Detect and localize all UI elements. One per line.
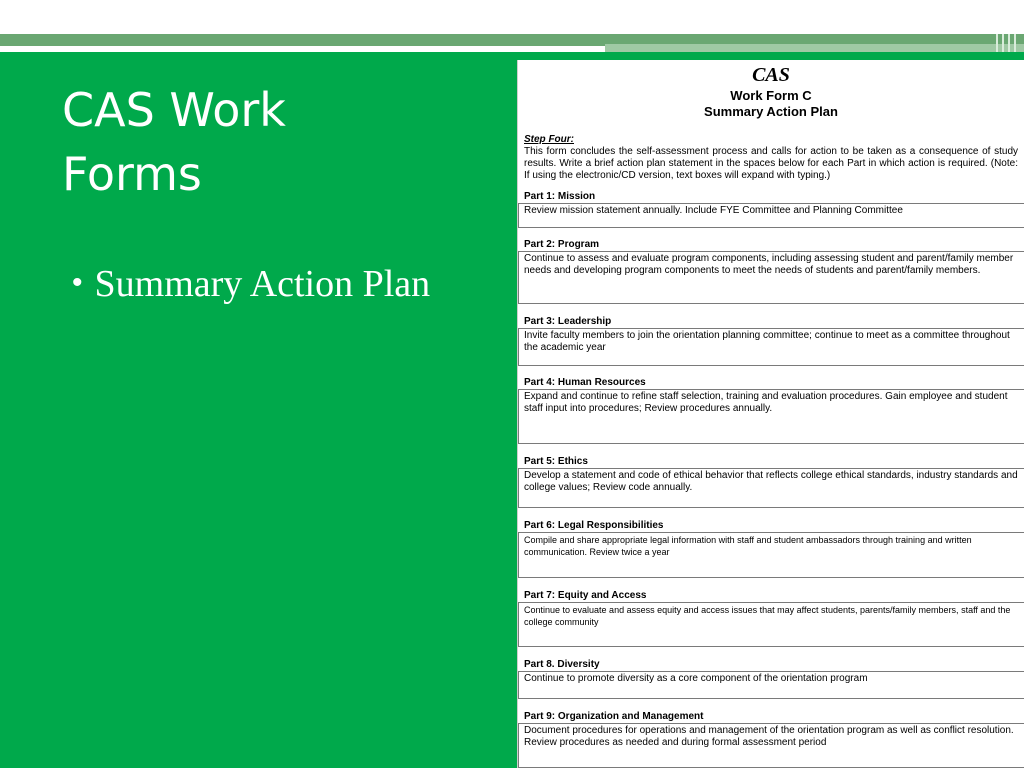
bullet-item [72,258,430,309]
step-title: Step Four: [524,134,574,145]
form-header [518,64,1024,120]
step-body: This form concludes the self-assessment process and calls for action to be taken as a consequence of study results. Write a brief action plan statement in the spaces below for each Part in which action is required. (Note: If using the electronic/CD version, text boxes will expand with typing.) [524,146,1018,181]
part-text-box[interactable]: Continue to promote diversity as a core component of the orientation program [518,671,1024,699]
part-7 [518,590,1024,647]
part-text-box[interactable]: Develop a statement and code of ethical behavior that reflects college ethical standards, industry standards and college values; Review code annually. [518,468,1024,508]
slide-title [62,78,482,206]
part-9 [518,711,1024,768]
part-5 [518,456,1024,508]
slide-title-line2: Forms [62,147,202,201]
part-8 [518,659,1024,699]
form-work-form: Work Form C [730,88,812,103]
bullet-text: Summary Action Plan [94,263,431,305]
part-text-box[interactable]: Continue to evaluate and assess equity and access issues that may affect students, parents/family members, staff and the college community [518,602,1024,647]
part-text-box[interactable]: Document procedures for operations and management of the orientation program as well as conflict resolution. Review procedures as needed and during formal assessment period [518,723,1024,768]
part-label: Part 6: Legal Responsibilities [524,520,664,531]
part-label: Part 3: Leadership [524,316,612,327]
slide-title-line1: CAS Work [62,83,286,137]
top-margin [0,0,1024,34]
part-2 [518,239,1024,304]
part-text-box[interactable]: Expand and continue to refine staff selection, training and evaluation procedures. Gain employee and student staff input into procedures; Review procedures annually. [518,389,1024,444]
part-label: Part 7: Equity and Access [524,590,647,601]
form-summary-title: Summary Action Plan [704,104,838,119]
part-text-box[interactable]: Compile and share appropriate legal information with staff and student ambassadors through training and written communication. Review twice a year [518,532,1024,578]
part-label: Part 8. Diversity [524,659,600,670]
part-label: Part 9: Organization and Management [524,711,704,722]
bullet-list [72,258,430,309]
bullet-dot-icon: • [72,266,83,299]
part-text-box[interactable]: Continue to assess and evaluate program components, including assessing student and parent/family member needs and developing program components to meet the needs of students and parent/family members. [518,251,1024,304]
part-1 [518,191,1024,228]
part-text-box[interactable]: Invite faculty members to join the orientation planning committee; continue to meet as a committee throughout the academic year [518,328,1024,366]
part-label: Part 4: Human Resources [524,377,646,388]
part-6 [518,520,1024,578]
part-text-box[interactable]: Review mission statement annually. Include FYE Committee and Planning Committee [518,203,1024,228]
part-label: Part 5: Ethics [524,456,588,467]
work-form-document [517,60,1024,768]
part-3 [518,316,1024,366]
part-4 [518,377,1024,444]
part-label: Part 2: Program [524,239,600,250]
form-cas-title: CAS [752,64,790,86]
part-label: Part 1: Mission [524,191,596,202]
step-four-section [524,134,1018,182]
